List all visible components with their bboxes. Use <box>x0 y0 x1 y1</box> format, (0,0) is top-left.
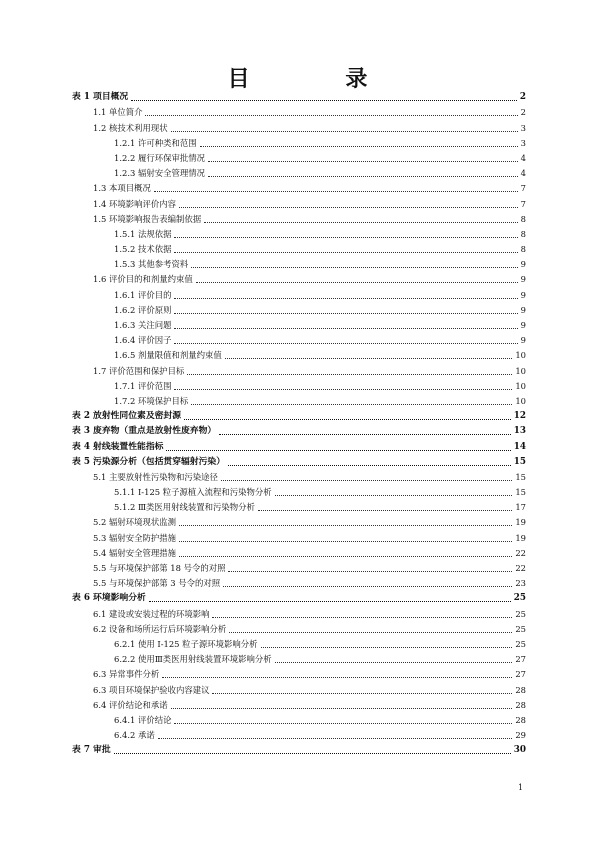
toc-entry[interactable] <box>72 528 526 543</box>
toc-entry-label: 6.2.1 使用 I-125 粒子源环境影响分析 <box>114 638 258 649</box>
toc-entry-page: 2 <box>519 92 526 103</box>
toc-entry-page: 9 <box>520 335 526 346</box>
toc-entry[interactable] <box>72 179 526 194</box>
page-title: 目 录 <box>227 66 412 92</box>
table-of-contents <box>72 88 526 756</box>
toc-entry[interactable] <box>72 711 526 726</box>
toc-entry-label: 1.2.3 辐射安全管理情况 <box>114 168 205 179</box>
toc-entry-page: 27 <box>515 669 526 680</box>
toc-entry[interactable] <box>72 635 526 650</box>
dot-leader <box>196 282 518 283</box>
toc-entry[interactable] <box>72 88 526 103</box>
dot-leader <box>204 222 518 223</box>
toc-entry[interactable] <box>72 164 526 179</box>
dot-leader <box>174 237 517 238</box>
dot-leader <box>191 404 512 405</box>
dot-leader <box>114 753 511 754</box>
toc-entry[interactable] <box>72 513 526 528</box>
toc-entry-page: 30 <box>513 745 526 756</box>
toc-entry-page: 8 <box>520 244 526 255</box>
toc-entry-page: 12 <box>513 411 526 422</box>
dot-leader <box>166 450 510 451</box>
dot-leader <box>228 571 512 572</box>
dot-leader <box>219 434 511 435</box>
toc-entry[interactable] <box>72 361 526 376</box>
toc-entry[interactable] <box>72 270 526 285</box>
toc-entry-page: 9 <box>520 320 526 330</box>
toc-entry-label: 表 5 污染源分析（包括贯穿辐射污染） <box>72 456 225 467</box>
dot-leader <box>171 131 518 132</box>
toc-entry-label: 1.5 环境影响报告表编制依据 <box>93 213 202 224</box>
toc-entry-label: 5.4 辐射安全管理措施 <box>93 547 176 558</box>
toc-entry[interactable] <box>72 650 526 665</box>
dot-leader <box>179 525 512 526</box>
toc-entry-page: 23 <box>515 578 526 589</box>
dot-leader <box>212 617 512 618</box>
toc-entry-page: 9 <box>520 259 526 270</box>
toc-entry-label: 6.1 建设或安装过程的环境影响 <box>93 608 210 619</box>
toc-entry[interactable] <box>72 574 526 589</box>
dot-leader <box>212 693 512 694</box>
toc-entry[interactable] <box>72 118 526 133</box>
dot-leader <box>208 176 518 177</box>
dot-leader <box>162 677 512 678</box>
dot-leader <box>275 495 513 496</box>
dot-leader <box>171 708 513 709</box>
toc-entry-page: 25 <box>515 638 526 649</box>
toc-entry-page: 28 <box>515 684 526 695</box>
toc-entry[interactable] <box>72 620 526 635</box>
toc-entry[interactable] <box>72 665 526 680</box>
toc-entry-label: 1.1 单位简介 <box>93 107 143 118</box>
toc-entry[interactable] <box>72 225 526 240</box>
toc-entry[interactable] <box>72 240 526 255</box>
dot-leader <box>261 647 513 648</box>
dot-leader <box>275 662 513 663</box>
toc-entry[interactable] <box>72 589 526 604</box>
toc-entry-page: 4 <box>520 168 526 179</box>
toc-entry-label: 5.2 辐射环境现状监测 <box>93 517 176 528</box>
toc-entry-label: 5.5 与环境保护部第 18 号令的对照 <box>93 563 226 573</box>
toc-entry-label: 1.2.1 许可种类和范围 <box>114 137 197 148</box>
toc-entry-page: 15 <box>515 471 526 482</box>
toc-entry-label: 6.3 项目环境保护验收内容建议 <box>93 684 210 695</box>
toc-entry-page: 25 <box>513 593 526 604</box>
dot-leader <box>221 480 512 481</box>
toc-entry-label: 1.2 核技术利用现状 <box>93 122 168 133</box>
toc-entry-page: 29 <box>515 730 526 741</box>
toc-entry-page: 9 <box>520 289 526 300</box>
toc-entry-page: 13 <box>513 426 526 437</box>
toc-entry-label: 6.3 异常事件分析 <box>93 669 160 680</box>
toc-entry-label: 6.2 设备和场所运行后环境影响分析 <box>93 623 227 634</box>
toc-entry[interactable] <box>72 498 526 513</box>
toc-entry[interactable] <box>72 285 526 300</box>
toc-entry-page: 14 <box>513 441 526 452</box>
toc-entry[interactable] <box>72 103 526 118</box>
toc-entry-page: 8 <box>520 228 526 239</box>
toc-entry-label: 5.1.2 Ⅲ类医用射线装置和污染物分析 <box>114 502 255 513</box>
toc-entry[interactable] <box>72 392 526 407</box>
toc-entry-label: 1.7.1 评价范围 <box>114 380 172 391</box>
toc-entry-page: 19 <box>515 517 526 528</box>
toc-entry-page: 3 <box>520 137 526 148</box>
toc-entry-page: 25 <box>515 608 526 619</box>
toc-entry-page: 28 <box>515 699 526 710</box>
dot-leader <box>179 541 512 542</box>
toc-entry[interactable] <box>72 346 526 361</box>
toc-entry-page: 22 <box>515 547 526 558</box>
toc-entry[interactable] <box>72 453 526 468</box>
toc-entry-label: 1.6 评价目的和剂量约束值 <box>93 274 193 285</box>
dot-leader <box>258 510 512 511</box>
toc-entry-page: 17 <box>515 502 526 513</box>
toc-entry-label: 1.5.2 技术依据 <box>114 244 172 255</box>
toc-entry[interactable] <box>72 680 526 695</box>
toc-entry-label: 1.3 本项目概况 <box>93 183 151 194</box>
dot-leader <box>131 100 517 101</box>
toc-entry[interactable] <box>72 741 526 756</box>
toc-entry-page: 28 <box>515 714 526 725</box>
dot-leader <box>208 161 518 162</box>
toc-entry-page: 3 <box>520 122 526 133</box>
dot-leader <box>229 632 512 633</box>
toc-entry-page: 25 <box>515 623 526 634</box>
toc-entry-page: 19 <box>515 532 526 543</box>
toc-entry-label: 1.6.4 评价因子 <box>114 335 172 346</box>
toc-entry-label: 5.1 主要放射性污染物和污染途径 <box>93 471 218 482</box>
dot-leader <box>187 374 512 375</box>
toc-entry-page: 22 <box>515 563 526 573</box>
toc-entry[interactable] <box>72 149 526 164</box>
toc-entry[interactable] <box>72 210 526 225</box>
toc-entry-label: 1.4 环境影响评价内容 <box>93 198 176 209</box>
toc-entry-label: 5.5 与环境保护部第 3 号令的对照 <box>93 578 221 589</box>
dot-leader <box>179 207 518 208</box>
toc-entry[interactable] <box>72 194 526 209</box>
dot-leader <box>174 313 517 314</box>
toc-entry-label: 5.3 辐射安全防护措施 <box>93 532 176 543</box>
toc-entry-page: 15 <box>515 487 526 498</box>
toc-entry[interactable] <box>72 604 526 619</box>
toc-entry-label: 6.4.1 评价结论 <box>114 714 172 725</box>
toc-entry-label: 6.4 评价结论和承诺 <box>93 699 168 710</box>
dot-leader <box>158 738 513 739</box>
toc-entry-label: 1.7 评价范围和保护目标 <box>93 365 185 376</box>
toc-entry-page: 9 <box>520 304 526 315</box>
toc-entry[interactable] <box>72 377 526 392</box>
page-number: 1 <box>518 783 524 792</box>
toc-entry-label: 6.2.2 使用Ⅲ类医用射线装置环境影响分析 <box>114 654 272 665</box>
toc-entry[interactable] <box>72 301 526 316</box>
toc-entry[interactable] <box>72 134 526 149</box>
toc-entry-page: 27 <box>515 654 526 665</box>
toc-entry-page: 9 <box>520 274 526 285</box>
dot-leader <box>228 465 511 466</box>
toc-entry-label: 表 7 审批 <box>72 745 111 756</box>
toc-entry-page: 15 <box>513 456 526 467</box>
toc-entry[interactable] <box>72 726 526 741</box>
toc-entry-label: 1.5.3 其他参考资料 <box>114 259 189 270</box>
toc-entry-page: 7 <box>520 183 526 194</box>
dot-leader <box>223 586 512 587</box>
toc-entry-page: 10 <box>515 365 526 376</box>
dot-leader <box>174 343 517 344</box>
toc-entry-page: 10 <box>515 350 526 361</box>
toc-entry-label: 5.1.1 I-125 粒子源植入流程和污染物分析 <box>114 487 272 498</box>
dot-leader <box>149 601 511 602</box>
toc-entry-label: 表 1 项目概况 <box>72 92 129 103</box>
dot-leader <box>191 267 517 268</box>
toc-entry-label: 6.4.2 承诺 <box>114 730 155 741</box>
toc-entry[interactable] <box>72 407 526 422</box>
toc-entry-page: 4 <box>520 152 526 163</box>
toc-entry-label: 表 3 废弃物（重点是放射性废弃物） <box>72 426 217 437</box>
dot-leader <box>184 419 511 420</box>
toc-entry[interactable] <box>72 437 526 452</box>
toc-entry-label: 1.7.2 环境保护目标 <box>114 395 189 406</box>
toc-entry[interactable] <box>72 483 526 498</box>
dot-leader <box>174 252 517 253</box>
dot-leader <box>174 328 517 329</box>
toc-entry[interactable] <box>72 559 526 574</box>
toc-entry[interactable] <box>72 468 526 483</box>
dot-leader <box>225 358 513 359</box>
toc-entry-label: 1.6.1 评价目的 <box>114 289 172 300</box>
dot-leader <box>174 298 517 299</box>
toc-entry-label: 1.2.2 履行环保审批情况 <box>114 152 205 163</box>
toc-entry-label: 表 4 射线装置性能指标 <box>72 441 164 452</box>
toc-entry-label: 1.6.3 关注问题 <box>114 320 172 330</box>
toc-entry-page: 10 <box>515 395 526 406</box>
dot-leader <box>174 723 512 724</box>
dot-leader <box>154 191 518 192</box>
dot-leader <box>200 146 518 147</box>
toc-entry-label: 表 6 环境影响分析 <box>72 593 146 604</box>
toc-entry-page: 2 <box>520 107 526 118</box>
toc-entry-label: 表 2 放射性同位素及密封源 <box>72 411 182 422</box>
toc-entry[interactable] <box>72 331 526 346</box>
dot-leader <box>145 115 517 116</box>
dot-leader <box>179 556 512 557</box>
toc-entry-page: 7 <box>520 198 526 209</box>
toc-entry[interactable] <box>72 544 526 559</box>
toc-entry-label: 1.6.2 评价原则 <box>114 304 172 315</box>
toc-entry[interactable] <box>72 316 526 331</box>
toc-entry[interactable] <box>72 696 526 711</box>
toc-entry[interactable] <box>72 255 526 270</box>
dot-leader <box>174 389 512 390</box>
toc-entry[interactable] <box>72 422 526 437</box>
toc-entry-page: 8 <box>520 213 526 224</box>
toc-entry-page: 10 <box>515 380 526 391</box>
toc-entry-label: 1.5.1 法规依据 <box>114 228 172 239</box>
toc-entry-label: 1.6.5 剂量限值和剂量约束值 <box>114 350 222 361</box>
